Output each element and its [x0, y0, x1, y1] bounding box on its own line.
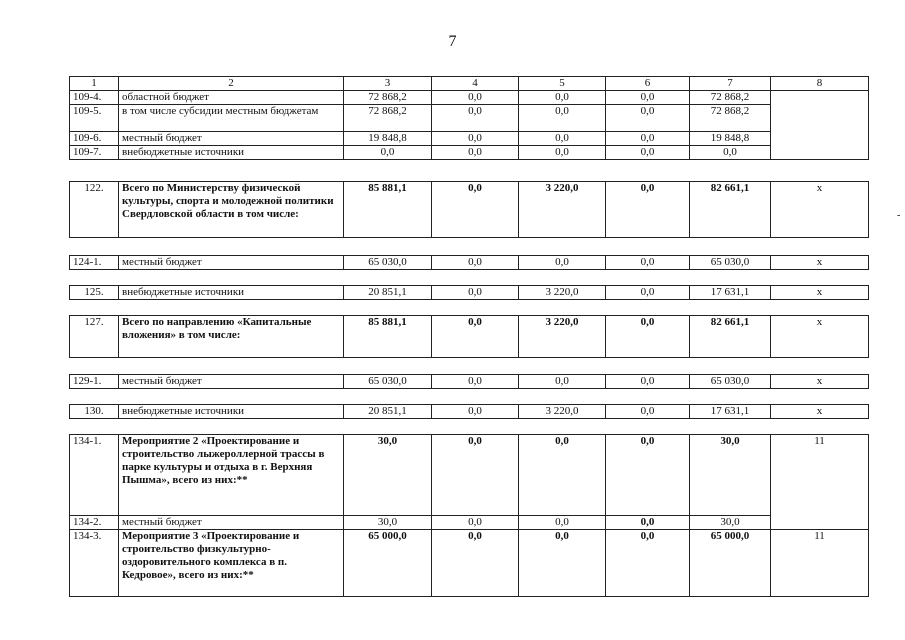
cell-local: 0,0	[606, 256, 690, 270]
header-cell: 4	[432, 77, 519, 91]
row-id: 124-1.	[70, 256, 119, 270]
cell-federal: 0,0	[432, 182, 519, 238]
table-row	[70, 256, 869, 270]
margin-mark: -	[897, 210, 901, 221]
cell-federal: 0,0	[432, 405, 519, 419]
cell-note: x	[771, 375, 869, 389]
cell-total: 19 848,8	[344, 132, 432, 146]
cell-regional: 0,0	[519, 132, 606, 146]
cell-local: 0,0	[606, 146, 690, 160]
cell-total: 20 851,1	[344, 286, 432, 300]
cell-note: x	[771, 316, 869, 358]
cell-local: 0,0	[606, 316, 690, 358]
cell-note: x	[771, 256, 869, 270]
table-block-130	[69, 404, 869, 419]
table-row	[70, 132, 869, 146]
cell-local: 0,0	[606, 530, 690, 597]
cell-note: 11	[771, 435, 869, 530]
page-number: 7	[448, 33, 457, 50]
cell-federal: 0,0	[432, 435, 519, 516]
table-row	[70, 405, 869, 419]
table-row	[70, 146, 869, 160]
cell-local: 0,0	[606, 405, 690, 419]
row-name: в том числе субсидии местным бюджетам	[119, 105, 344, 132]
table-block-109	[69, 76, 869, 160]
cell-other: 72 868,2	[690, 105, 771, 132]
cell-regional: 0,0	[519, 530, 606, 597]
row-id: 127.	[70, 316, 119, 358]
table-header-row	[70, 77, 869, 91]
cell-federal: 0,0	[432, 316, 519, 358]
row-name: Мероприятие 3 «Проектирование и строительство физкультурно-оздоровительного комплекса в п. Кедровое», всего из них:**	[119, 530, 344, 597]
row-id: 134-2.	[70, 516, 119, 530]
table-block-122	[69, 181, 869, 238]
table-row	[70, 530, 869, 597]
row-name: местный бюджет	[119, 132, 344, 146]
cell-local: 0,0	[606, 132, 690, 146]
row-id: 134-3.	[70, 530, 119, 597]
cell-local: 0,0	[606, 435, 690, 516]
row-id: 129-1.	[70, 375, 119, 389]
cell-local: 0,0	[606, 105, 690, 132]
cell-total: 72 868,2	[344, 105, 432, 132]
cell-regional: 3 220,0	[519, 286, 606, 300]
cell-other: 65 030,0	[690, 256, 771, 270]
cell-total: 20 851,1	[344, 405, 432, 419]
cell-federal: 0,0	[432, 91, 519, 105]
table-row	[70, 516, 869, 530]
row-name: областной бюджет	[119, 91, 344, 105]
cell-local: 0,0	[606, 516, 690, 530]
row-name: внебюджетные источники	[119, 405, 344, 419]
cell-total: 30,0	[344, 435, 432, 516]
cell-other: 19 848,8	[690, 132, 771, 146]
row-name: Мероприятие 2 «Проектирование и строительство лыжероллерной трассы в парке культуры и отдыха в г. Верхняя Пышма», всего из них:**	[119, 435, 344, 516]
cell-federal: 0,0	[432, 375, 519, 389]
cell-regional: 0,0	[519, 375, 606, 389]
header-cell: 1	[70, 77, 119, 91]
table-row	[70, 316, 869, 358]
table-row	[70, 105, 869, 132]
cell-other: 17 631,1	[690, 286, 771, 300]
cell-local: 0,0	[606, 91, 690, 105]
cell-total: 0,0	[344, 146, 432, 160]
cell-other: 82 661,1	[690, 182, 771, 238]
cell-note: x	[771, 405, 869, 419]
row-id: 130.	[70, 405, 119, 419]
cell-note: x	[771, 182, 869, 238]
row-id: 109-7.	[70, 146, 119, 160]
cell-regional: 0,0	[519, 105, 606, 132]
cell-total: 65 030,0	[344, 375, 432, 389]
cell-local: 0,0	[606, 286, 690, 300]
cell-regional: 0,0	[519, 435, 606, 516]
row-name: местный бюджет	[119, 375, 344, 389]
row-name: местный бюджет	[119, 256, 344, 270]
cell-local: 0,0	[606, 375, 690, 389]
header-cell: 6	[606, 77, 690, 91]
cell-other: 30,0	[690, 435, 771, 516]
cell-total: 65 000,0	[344, 530, 432, 597]
cell-other: 65 000,0	[690, 530, 771, 597]
table-row	[70, 435, 869, 516]
cell-local: 0,0	[606, 182, 690, 238]
table-block-134	[69, 434, 869, 597]
cell-other: 17 631,1	[690, 405, 771, 419]
cell-other: 72 868,2	[690, 91, 771, 105]
row-id: 109-5.	[70, 105, 119, 132]
table-block-129	[69, 374, 869, 389]
cell-regional: 0,0	[519, 91, 606, 105]
table-block-127	[69, 315, 869, 358]
cell-other: 30,0	[690, 516, 771, 530]
cell-note: 11	[771, 530, 869, 597]
cell-total: 65 030,0	[344, 256, 432, 270]
row-name: местный бюджет	[119, 516, 344, 530]
table-row	[70, 91, 869, 105]
cell-regional: 0,0	[519, 516, 606, 530]
header-cell: 5	[519, 77, 606, 91]
row-id: 109-4.	[70, 91, 119, 105]
table-row	[70, 375, 869, 389]
cell-federal: 0,0	[432, 146, 519, 160]
row-id: 134-1.	[70, 435, 119, 516]
cell-other: 82 661,1	[690, 316, 771, 358]
cell-federal: 0,0	[432, 286, 519, 300]
row-id: 125.	[70, 286, 119, 300]
cell-federal: 0,0	[432, 105, 519, 132]
cell-regional: 3 220,0	[519, 182, 606, 238]
cell-regional: 3 220,0	[519, 316, 606, 358]
row-name: Всего по направлению «Капитальные вложения» в том числе:	[119, 316, 344, 358]
cell-note: x	[771, 286, 869, 300]
header-cell: 7	[690, 77, 771, 91]
cell-regional: 3 220,0	[519, 405, 606, 419]
table-block-125	[69, 285, 869, 300]
row-id: 122.	[70, 182, 119, 238]
row-name: внебюджетные источники	[119, 146, 344, 160]
header-cell: 3	[344, 77, 432, 91]
cell-regional: 0,0	[519, 256, 606, 270]
table-row	[70, 286, 869, 300]
cell-federal: 0,0	[432, 256, 519, 270]
cell-note	[771, 91, 869, 160]
cell-federal: 0,0	[432, 132, 519, 146]
row-name: Всего по Министерству физической культуры, спорта и молодежной политики Свердловской области в том числе:	[119, 182, 344, 238]
header-cell: 2	[119, 77, 344, 91]
cell-other: 0,0	[690, 146, 771, 160]
header-cell: 8	[771, 77, 869, 91]
table-row	[70, 182, 869, 238]
cell-federal: 0,0	[432, 516, 519, 530]
table-block-124	[69, 255, 869, 270]
cell-total: 72 868,2	[344, 91, 432, 105]
cell-total: 85 881,1	[344, 182, 432, 238]
row-name: внебюджетные источники	[119, 286, 344, 300]
row-id: 109-6.	[70, 132, 119, 146]
cell-federal: 0,0	[432, 530, 519, 597]
cell-total: 30,0	[344, 516, 432, 530]
cell-regional: 0,0	[519, 146, 606, 160]
cell-other: 65 030,0	[690, 375, 771, 389]
cell-total: 85 881,1	[344, 316, 432, 358]
